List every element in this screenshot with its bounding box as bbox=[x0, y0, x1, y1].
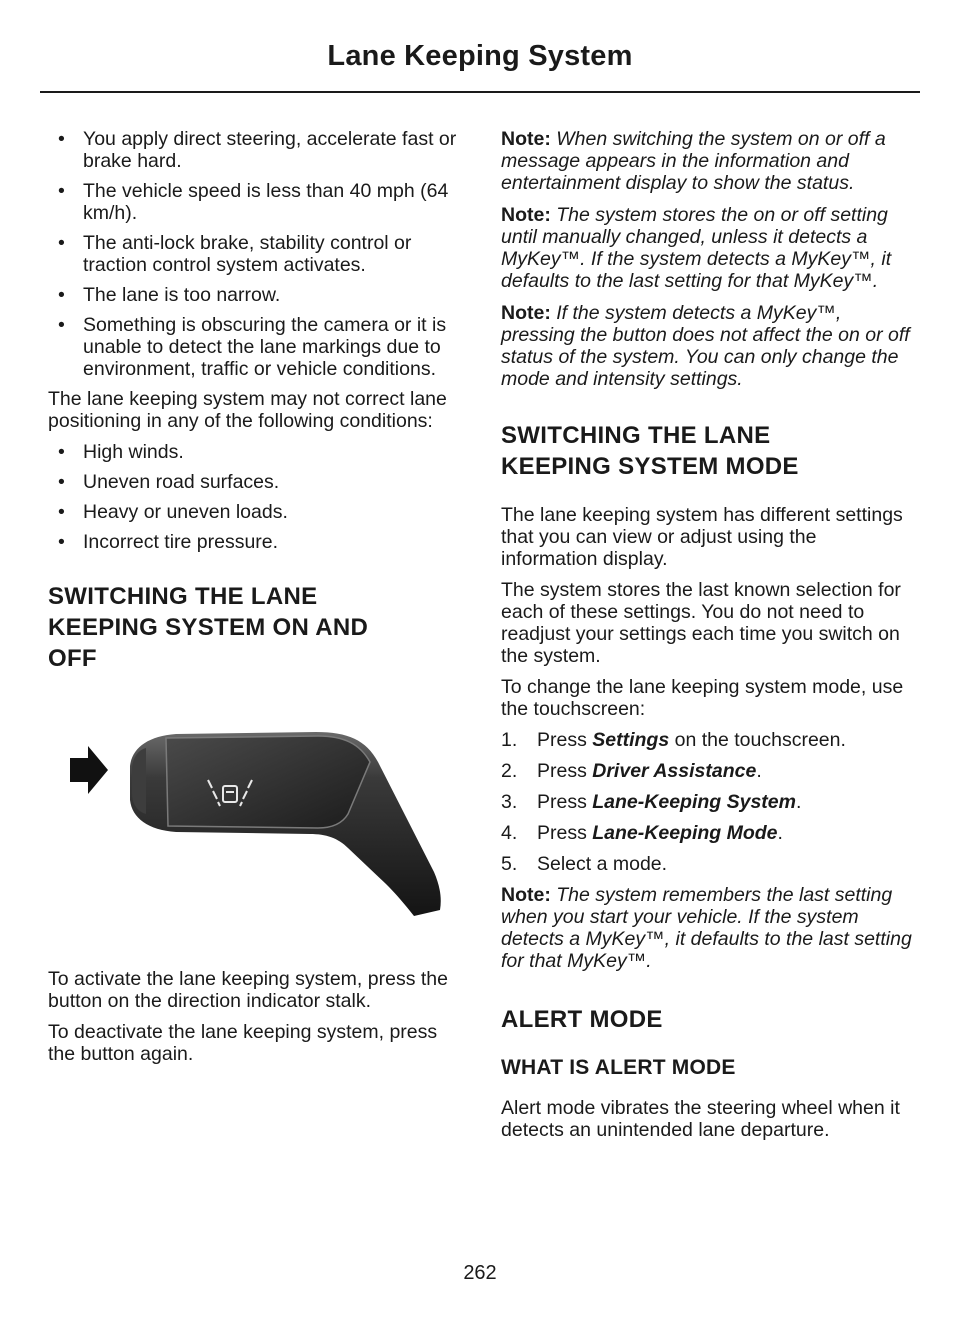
note-text: The system remembers the last setting when you start your vehicle. If the system detects a MyKey™, it defaults to the last setting for that MyKey™. bbox=[501, 884, 912, 972]
list-item: • The lane is too narrow. bbox=[48, 284, 463, 306]
stalk-body bbox=[130, 732, 441, 916]
right-column bbox=[501, 128, 916, 1150]
paragraph-alert-mode: Alert mode vibrates the steering wheel when it detects an unintended lane departure. bbox=[501, 1097, 900, 1141]
step-item bbox=[501, 760, 916, 782]
note-mykey-button bbox=[501, 302, 916, 390]
note-label: Note: bbox=[501, 884, 551, 906]
list-item: • Uneven road surfaces. bbox=[48, 471, 463, 493]
step-item bbox=[501, 853, 916, 875]
list-item: • Heavy or uneven loads. bbox=[48, 501, 463, 523]
arrow-right-icon bbox=[70, 746, 108, 794]
list-item: • You apply direct steering, accelerate fast or brake hard. bbox=[48, 128, 463, 172]
left-column bbox=[48, 128, 463, 1074]
step-text-post: . bbox=[777, 822, 783, 844]
heading-line: OFF bbox=[48, 645, 97, 672]
stalk-illustration bbox=[48, 696, 463, 926]
step-number: 1. bbox=[501, 729, 518, 751]
stalk-illustration-svg bbox=[48, 696, 463, 926]
note-label: Note: bbox=[501, 204, 551, 226]
section-heading-mode bbox=[501, 420, 916, 482]
step-text-pre: Press bbox=[537, 729, 593, 751]
heading-line: SWITCHING THE LANE bbox=[501, 422, 771, 449]
step-text-pre: Press bbox=[537, 822, 593, 844]
paragraph-deactivate: To deactivate the lane keeping system, press the button again. bbox=[48, 1021, 438, 1065]
list-item: • Something is obscuring the camera or it is unable to detect the lane markings due to environment, traffic or vehicle conditions. bbox=[48, 314, 463, 380]
paragraph-change-mode: To change the lane keeping system mode, use the touchscreen: bbox=[501, 676, 904, 720]
step-number: 5. bbox=[501, 853, 518, 875]
subheading-what-is-alert-mode: WHAT IS ALERT MODE bbox=[501, 1056, 736, 1079]
paragraph-settings: The lane keeping system has different settings that you can view or adjust using the information display. bbox=[501, 504, 903, 570]
page-number: 262 bbox=[463, 1262, 497, 1284]
paragraph-conditions: The lane keeping system may not correct lane positioning in any of the following conditions: bbox=[48, 388, 447, 432]
note-text: When switching the system on or off a message appears in the information and entertainment display to show the status. bbox=[501, 128, 886, 194]
heading-line: SWITCHING THE LANE bbox=[48, 583, 318, 610]
step-text-post: . bbox=[796, 791, 802, 813]
step-menu-name: Settings bbox=[592, 729, 670, 751]
step-item bbox=[501, 822, 916, 844]
step-number: 2. bbox=[501, 760, 518, 782]
step-text bbox=[537, 853, 667, 875]
step-item bbox=[501, 729, 916, 751]
paragraph-stores: The system stores the last known selection for each of these settings. You do not need to readjust your settings each time you switch on the system. bbox=[501, 579, 901, 667]
section-heading-on-off bbox=[48, 581, 463, 674]
list-item: • High winds. bbox=[48, 441, 463, 463]
list-item: • Incorrect tire pressure. bbox=[48, 531, 463, 553]
list-item: • The vehicle speed is less than 40 mph (64 km/h). bbox=[48, 180, 463, 224]
note-text: The system stores the on or off setting until manually changed, unless it detects a MyKey™. If the system detects a MyKey™, it defaults to the last setting for that MyKey™. bbox=[501, 204, 892, 292]
step-menu-name: Lane-Keeping System bbox=[592, 791, 796, 813]
step-text bbox=[537, 791, 801, 813]
step-text-post: . bbox=[756, 760, 762, 782]
note-stores-setting bbox=[501, 204, 916, 292]
mode-steps-list bbox=[501, 729, 916, 875]
note-remembers-setting bbox=[501, 884, 916, 972]
note-label: Note: bbox=[501, 302, 551, 324]
step-menu-name: Lane-Keeping Mode bbox=[592, 822, 778, 844]
step-number: 4. bbox=[501, 822, 518, 844]
step-number: 3. bbox=[501, 791, 518, 813]
step-text-pre: Press bbox=[537, 791, 593, 813]
heading-line: KEEPING SYSTEM MODE bbox=[501, 453, 799, 480]
disable-conditions-list bbox=[48, 128, 463, 380]
paragraph-activate: To activate the lane keeping system, press the button on the direction indicator stalk. bbox=[48, 968, 448, 1012]
step-item bbox=[501, 791, 916, 813]
page-header-title: Lane Keeping System bbox=[327, 40, 633, 72]
step-text bbox=[537, 822, 783, 844]
heading-line: KEEPING SYSTEM ON AND bbox=[48, 614, 369, 641]
step-text bbox=[537, 729, 846, 751]
section-heading-alert-mode: ALERT MODE bbox=[501, 1006, 663, 1033]
header-rule bbox=[40, 91, 920, 93]
note-status-message bbox=[501, 128, 916, 194]
step-text bbox=[537, 760, 762, 782]
step-text-pre: Press bbox=[537, 760, 593, 782]
step-text-pre: Select a mode. bbox=[537, 853, 668, 875]
correction-conditions-list bbox=[48, 441, 463, 553]
note-text: If the system detects a MyKey™, pressing the button does not affect the on or off status of the system. You can only change the mode and intensity settings. bbox=[501, 302, 910, 390]
step-text-post: on the touchscreen. bbox=[669, 729, 846, 751]
list-item: • The anti-lock brake, stability control or traction control system activates. bbox=[48, 232, 463, 276]
step-menu-name: Driver Assistance bbox=[592, 760, 757, 782]
note-label: Note: bbox=[501, 128, 551, 150]
